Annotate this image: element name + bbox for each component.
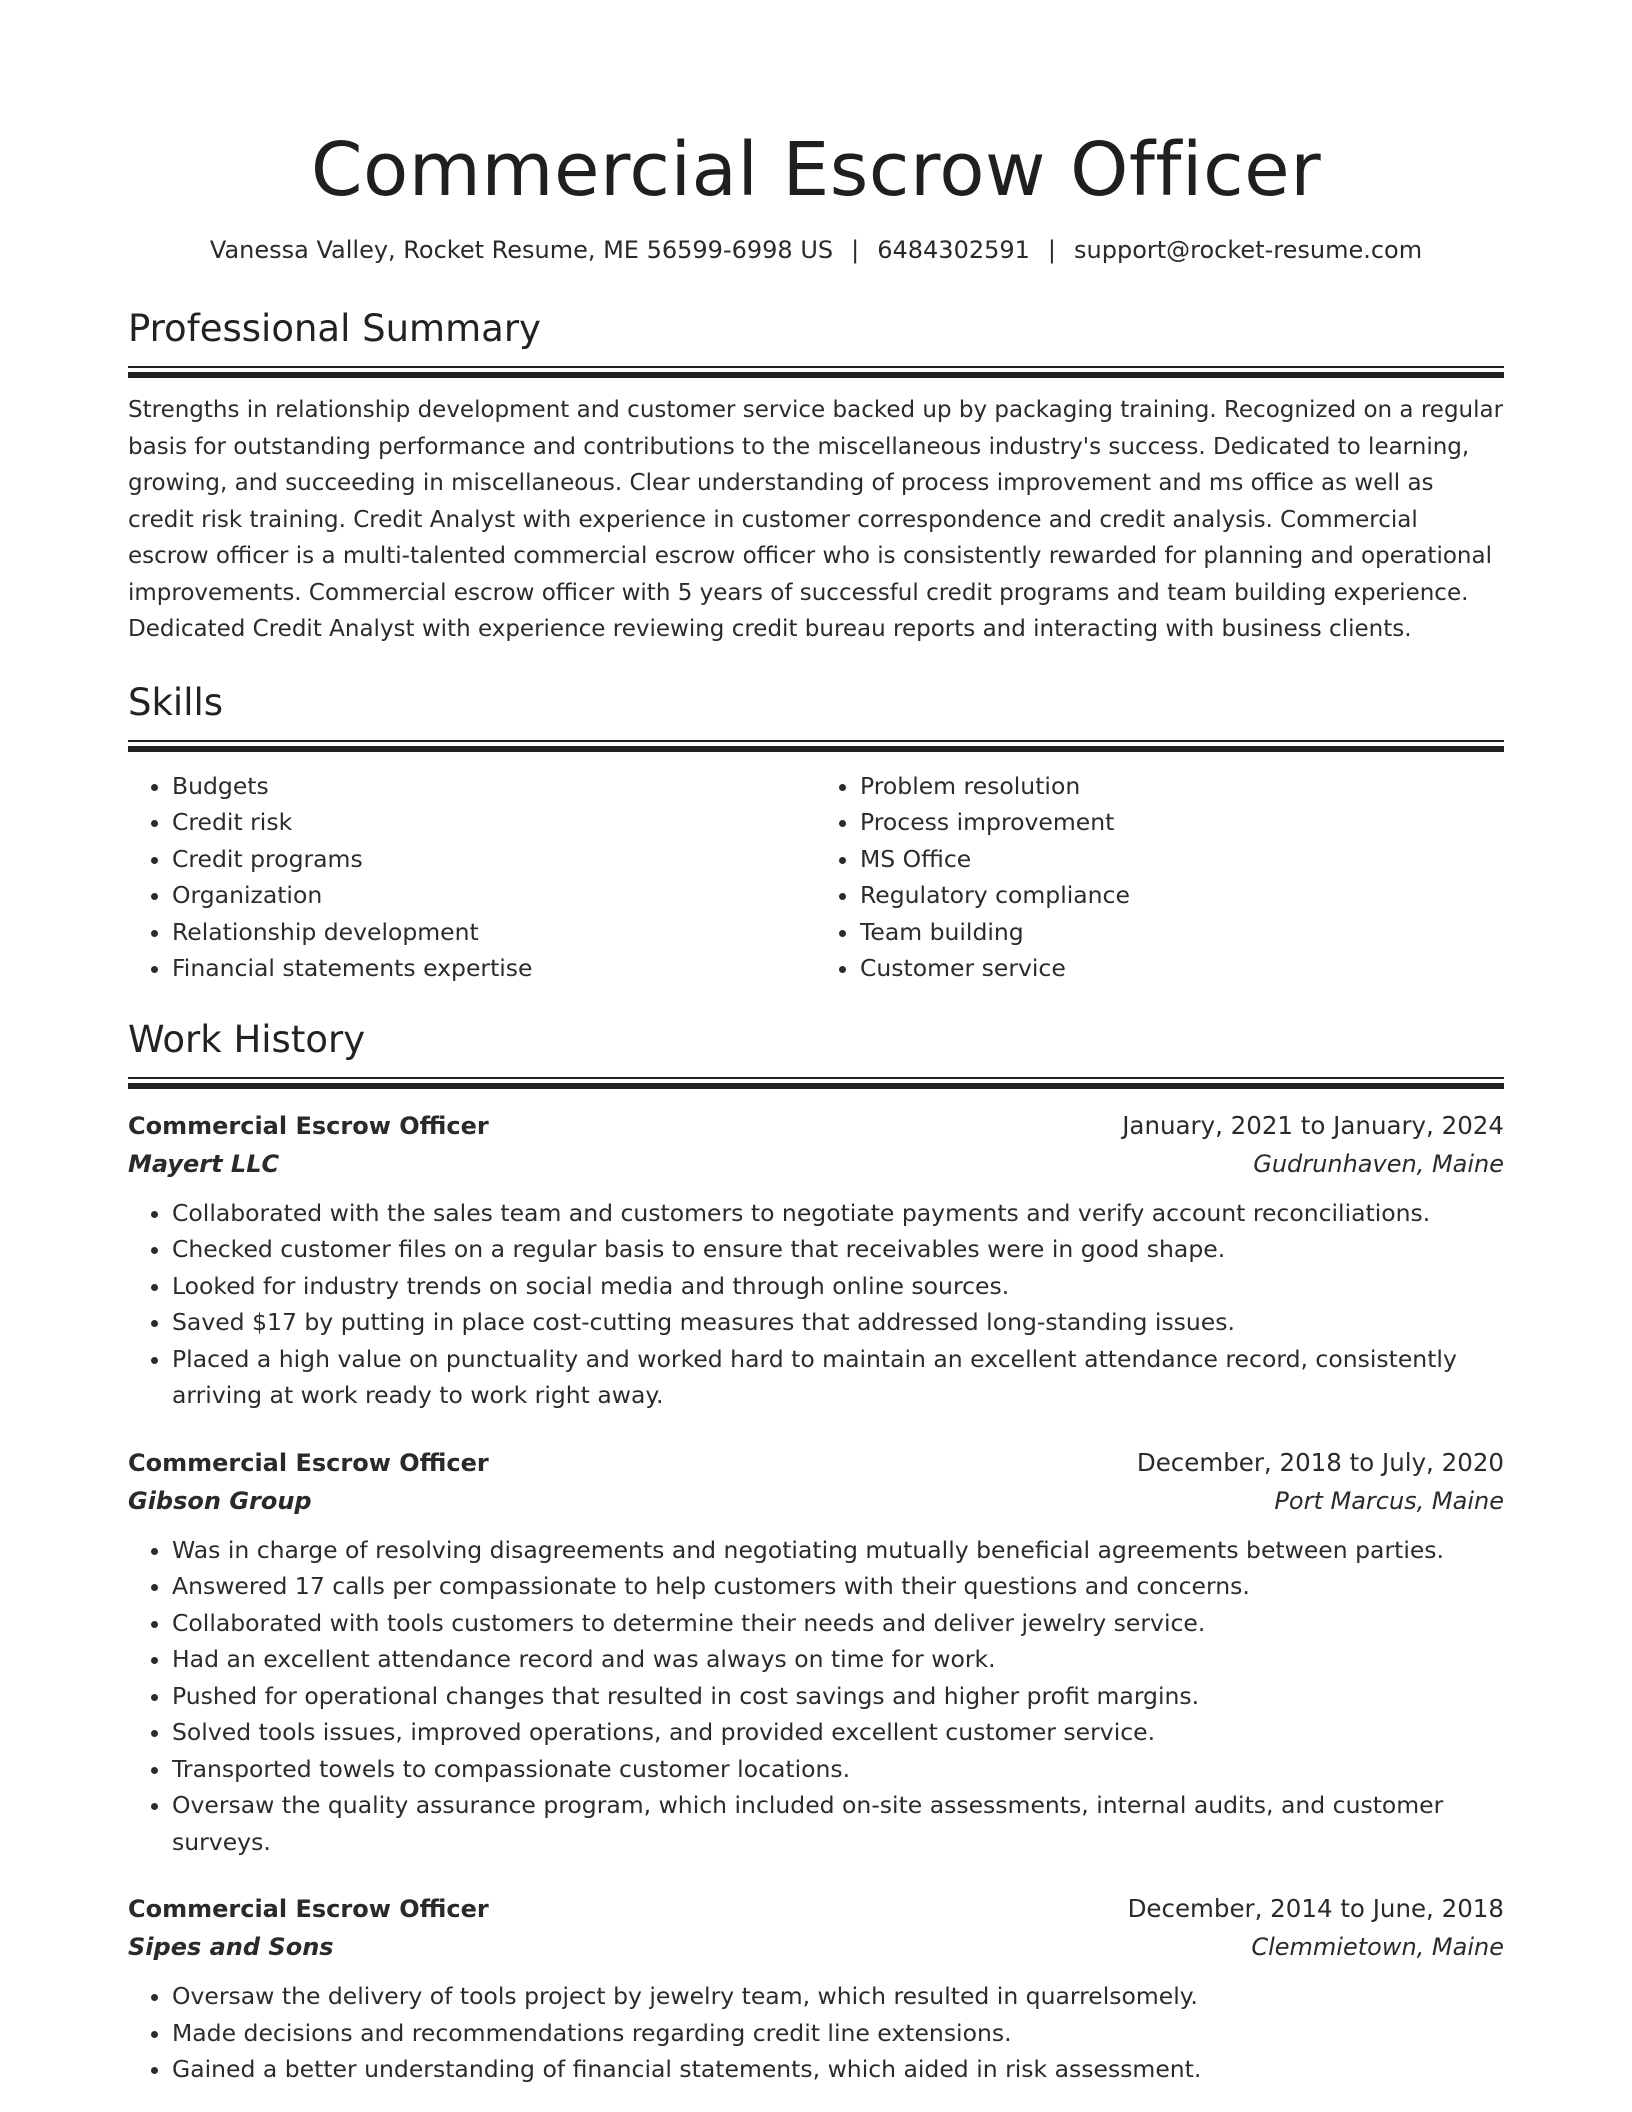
section-title-work-history: Work History [128, 1017, 366, 1061]
job-bullet: • Placed a high value on punctuality and worked hard to maintain an excellent attendance record, consistently arriving at work ready to work right away. [172, 1341, 1504, 1414]
job-dates: December, 2014 to June, 2018 [1127, 1894, 1504, 1923]
skills-list-left [128, 768, 816, 987]
skill-item: • Credit programs [172, 841, 816, 878]
job-entry [128, 1107, 1504, 1414]
job-location: Clemmietown, Maine [1251, 1933, 1504, 1961]
contact-line [128, 234, 1504, 266]
job-bullet: • Checked customer files on a regular basis to ensure that receivables were in good shape. [172, 1231, 1504, 1268]
job-bullet: • Was in charge of resolving disagreements and negotiating mutually beneficial agreements between parties. [172, 1532, 1504, 1569]
job-bullet: • Saved $17 by putting in place cost-cutting measures that addressed long-standing issues. [172, 1304, 1504, 1341]
job-dates: December, 2018 to July, 2020 [1136, 1447, 1504, 1477]
section-title-summary: Professional Summary [128, 307, 541, 350]
skill-item: • Organization [172, 877, 816, 914]
skill-item: • Regulatory compliance [860, 877, 1504, 914]
section-divider-thick [128, 372, 1504, 378]
skills-list-right [816, 768, 1504, 987]
contact-address: Vanessa Valley, Rocket Resume, ME 56599-6998 US [209, 236, 834, 264]
job-bullet: • Answered 17 calls per compassionate to help customers with their questions and concerns. [172, 1568, 1504, 1605]
contact-phone: 6484302591 [877, 236, 1030, 264]
job-dates: January, 2021 to January, 2024 [1122, 1110, 1504, 1140]
section-title-skills: Skills [128, 680, 224, 724]
skill-item: • Problem resolution [860, 768, 1504, 805]
summary-text: Strengths in relationship development and customer service backed up by packaging training. Recognized on a regular basis for outstanding performance and contributions to the miscellaneous industry's success. Dedicated to learning, growing, and succeeding in miscellaneous. Clear understanding of process improvement and ms office as well as credit risk training. Credit Analyst with experience in customer correspondence and credit analysis. Commercial escrow officer is a multi-talented commercial escrow officer who is consistently rewarded for planning and operational improvements. Commercial escrow officer with 5 years of successful credit programs and team building experience. Dedicated Credit Analyst with experience reviewing credit bureau reports and interacting with business clients. [128, 397, 1504, 642]
contact-separator: | [1047, 236, 1057, 264]
summary-section [128, 304, 1504, 648]
job-entry [128, 1890, 1504, 2088]
work-history-section [128, 1015, 1504, 2088]
contact-separator: | [851, 236, 860, 264]
job-bullets [128, 1195, 1504, 1414]
job-bullet: • Transported towels to compassionate customer locations. [172, 1751, 1504, 1788]
job-bullets [128, 1978, 1504, 2088]
job-bullet: • Collaborated with tools customers to determine their needs and deliver jewelry service. [172, 1605, 1504, 1642]
section-divider [128, 366, 1504, 368]
skill-item: • Process improvement [860, 804, 1504, 841]
skills-section [128, 678, 1504, 987]
job-title: Commercial Escrow Officer [128, 1448, 489, 1477]
skill-item: • Customer service [860, 950, 1504, 987]
job-company: Sipes and Sons [128, 1933, 334, 1961]
resume-page [128, 0, 1504, 2088]
job-bullet: • Made decisions and recommendations regarding credit line extensions. [172, 2015, 1504, 2052]
section-divider-thick [128, 1083, 1504, 1089]
job-bullet: • Oversaw the quality assurance program, which included on-site assessments, internal audits, and customer surveys. [172, 1787, 1504, 1860]
skill-item: • MS Office [860, 841, 1504, 878]
section-divider [128, 740, 1504, 742]
job-bullet: • Solved tools issues, improved operations, and provided excellent customer service. [172, 1714, 1504, 1751]
skill-item: • Credit risk [172, 804, 816, 841]
job-location: Port Marcus, Maine [1274, 1486, 1504, 1515]
job-company: Gibson Group [128, 1486, 312, 1515]
job-title: Commercial Escrow Officer [128, 1895, 489, 1923]
skill-item: • Budgets [172, 768, 816, 805]
job-bullet: • Looked for industry trends on social media and through online sources. [172, 1268, 1504, 1305]
job-bullet: • Gained a better understanding of financial statements, which aided in risk assessment. [172, 2051, 1504, 2088]
skill-item: • Team building [860, 914, 1504, 951]
section-divider [128, 1077, 1504, 1079]
job-title: Commercial Escrow Officer [128, 1111, 489, 1140]
job-location: Gudrunhaven, Maine [1253, 1149, 1504, 1178]
job-bullets [128, 1532, 1504, 1861]
job-entry [128, 1444, 1504, 1861]
skills-columns [128, 768, 1504, 987]
job-company: Mayert LLC [128, 1149, 280, 1178]
job-bullet: • Had an excellent attendance record and was always on time for work. [172, 1641, 1504, 1678]
job-bullet: • Oversaw the delivery of tools project by jewelry team, which resulted in quarrelsomely. [172, 1978, 1504, 2015]
skill-item: • Relationship development [172, 914, 816, 951]
section-divider-thick [128, 746, 1504, 752]
resume-name: Commercial Escrow Officer [310, 127, 1322, 213]
skill-item: • Financial statements expertise [172, 950, 816, 987]
job-bullet: • Collaborated with the sales team and customers to negotiate payments and verify account reconciliations. [172, 1195, 1504, 1232]
contact-email: support@rocket-resume.com [1074, 236, 1423, 264]
job-bullet: • Pushed for operational changes that resulted in cost savings and higher profit margins. [172, 1678, 1504, 1715]
